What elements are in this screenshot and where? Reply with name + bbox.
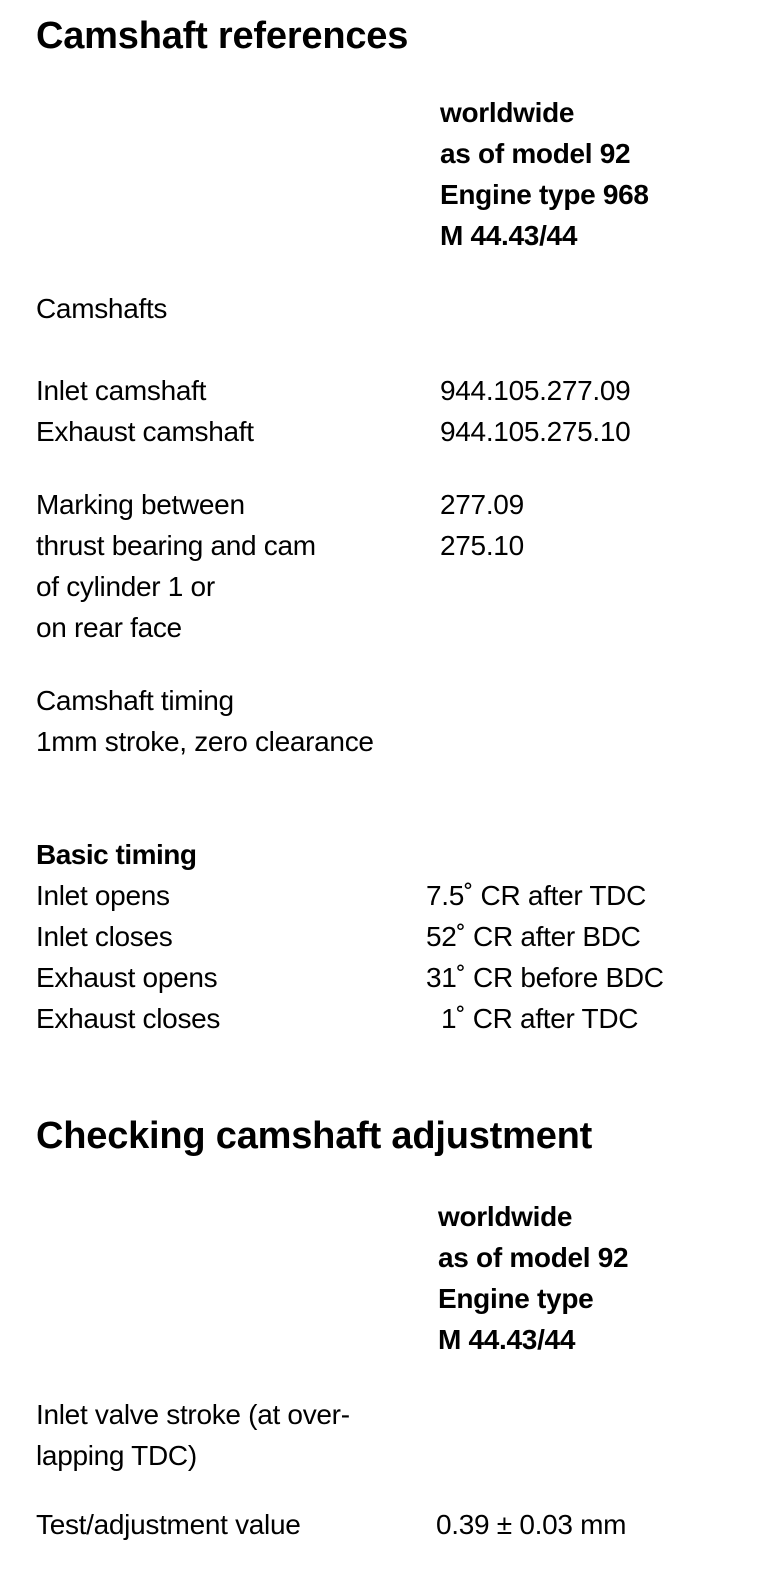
inlet-valve-stroke-label (36, 1394, 350, 1476)
marking-label-block (36, 484, 316, 648)
header-region: worldwide (440, 97, 575, 128)
camshaft-timing-note (36, 680, 374, 762)
marking-label-line: thrust bearing and cam (36, 530, 316, 561)
exhaust-closes-label: Exhaust closes (36, 1003, 221, 1034)
inlet-closes-value: 52˚ CR after BDC (426, 921, 641, 952)
basic-timing-heading: Basic timing (36, 839, 197, 870)
stroke-label-line: Inlet valve stroke (at over- (36, 1399, 350, 1430)
section-title-camshaft-references: Camshaft references (36, 15, 409, 57)
marking-value-inlet: 277.09 (440, 489, 524, 520)
stroke-label-line: lapping TDC) (36, 1440, 197, 1471)
test-adjustment-value: 0.39 ± 0.03 mm (436, 1509, 627, 1540)
marking-value-exhaust: 275.10 (440, 530, 524, 561)
marking-label-line: Marking between (36, 489, 245, 520)
inlet-closes-label: Inlet closes (36, 921, 173, 952)
header-model-year: as of model 92 (440, 138, 631, 169)
marking-label-line: on rear face (36, 612, 182, 643)
header-engine-code: M 44.43/44 (440, 220, 578, 251)
inlet-opens-value: 7.5˚ CR after TDC (426, 880, 646, 911)
exhaust-camshaft-value: 944.105.275.10 (440, 416, 631, 447)
header-model-year: as of model 92 (438, 1242, 629, 1273)
timing-note-line: Camshaft timing (36, 685, 234, 716)
marking-label-line: of cylinder 1 or (36, 571, 215, 602)
header-engine-type: Engine type (438, 1283, 594, 1314)
exhaust-opens-label: Exhaust opens (36, 962, 218, 993)
marking-value-block (440, 484, 524, 566)
camshafts-label: Camshafts (36, 293, 168, 324)
header-engine-code: M 44.43/44 (438, 1324, 576, 1355)
test-adjustment-label: Test/adjustment value (36, 1509, 301, 1540)
exhaust-closes-value: 1˚ CR after TDC (426, 1003, 639, 1034)
exhaust-opens-value: 31˚ CR before BDC (426, 962, 664, 993)
inlet-camshaft-label: Inlet camshaft (36, 375, 207, 406)
inlet-opens-label: Inlet opens (36, 880, 170, 911)
section-title-checking-camshaft-adjustment: Checking camshaft adjustment (36, 1115, 593, 1157)
header-engine-type: Engine type 968 (440, 179, 649, 210)
inlet-camshaft-value: 944.105.277.09 (440, 375, 631, 406)
section2-header-block (438, 1196, 628, 1360)
header-region: worldwide (438, 1201, 573, 1232)
timing-note-line: 1mm stroke, zero clearance (36, 726, 374, 757)
exhaust-camshaft-label: Exhaust camshaft (36, 416, 254, 447)
section1-header-block (440, 92, 649, 256)
